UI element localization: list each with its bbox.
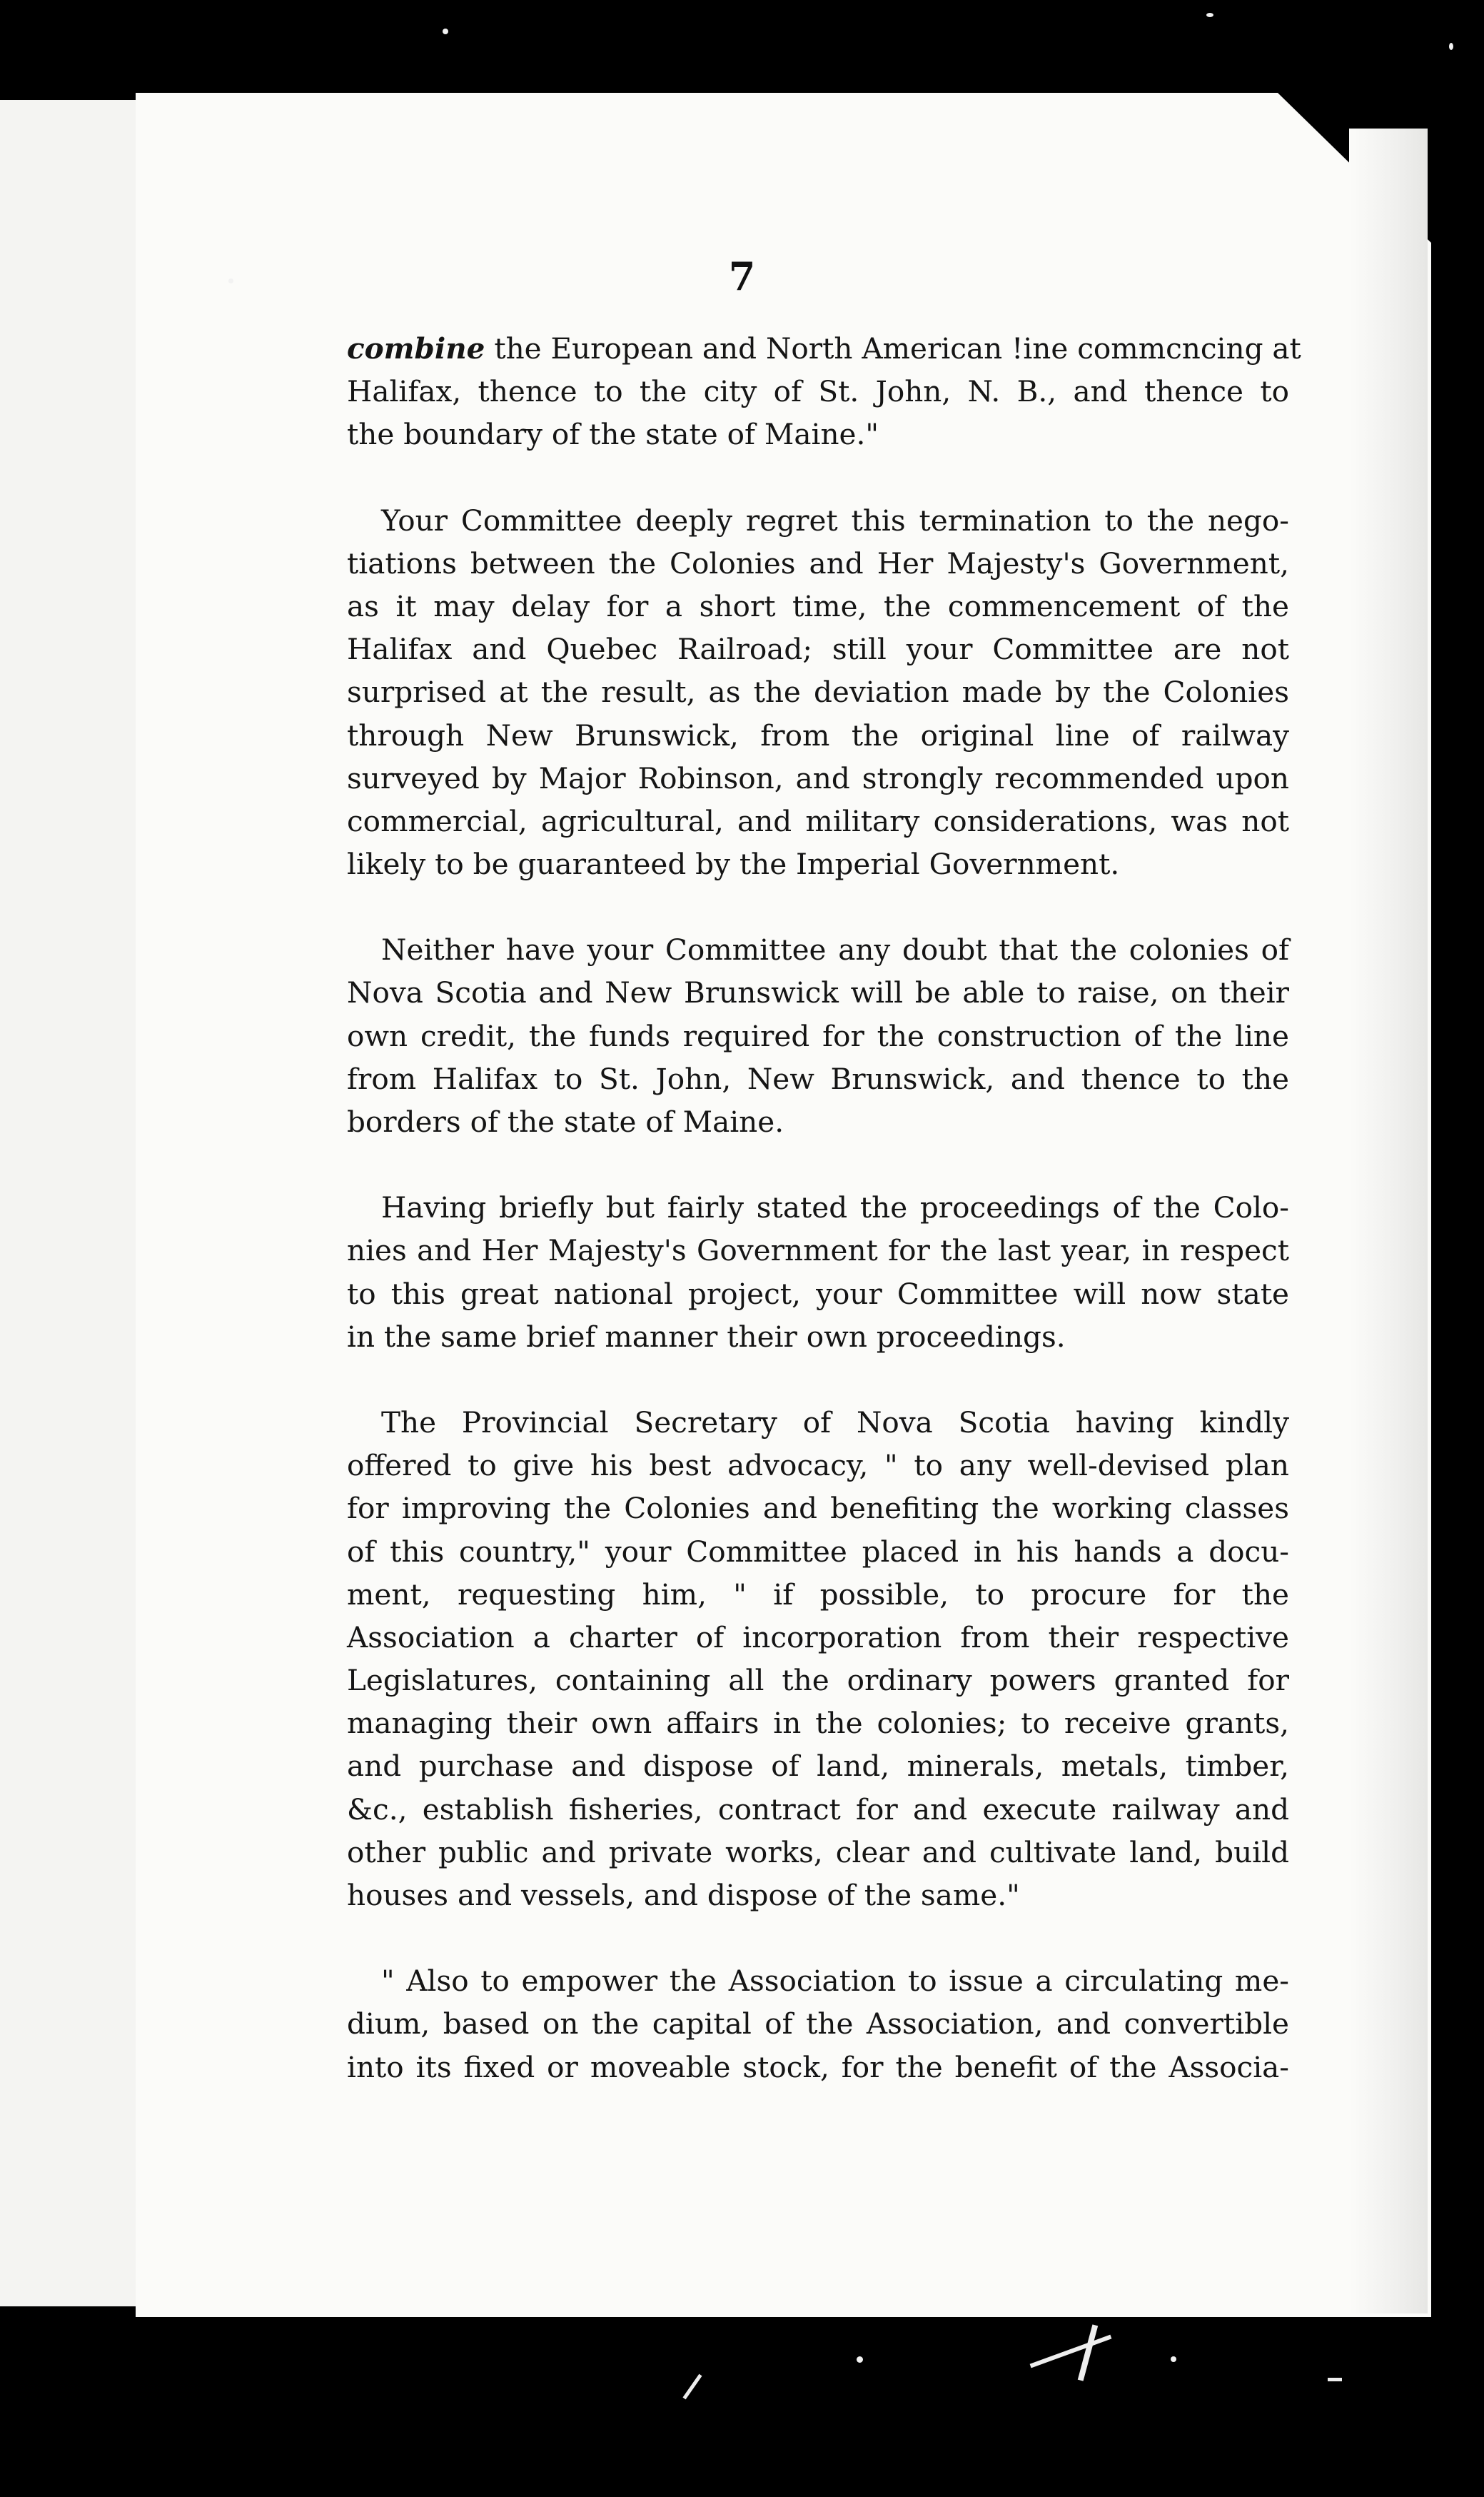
text-line — [347, 1616, 1289, 1659]
scan-speck — [1449, 43, 1453, 50]
body-text — [347, 327, 1301, 2089]
line-text: offered to give his best advocacy, " to any well-devised plan — [347, 1448, 1289, 1483]
line-text: as it may delay for a short time, the commencement of the — [347, 588, 1289, 623]
line-text: The Provincial Secretary of Nova Scotia having kindly — [381, 1405, 1289, 1440]
scan-mark — [1078, 2324, 1098, 2381]
text-line — [347, 714, 1289, 757]
scan-speck — [857, 2356, 863, 2363]
text-line — [347, 928, 1289, 971]
line-text: ment, requesting him, " if possible, to procure for the — [347, 1577, 1289, 1612]
text-line — [347, 542, 1289, 585]
text-line — [347, 327, 1301, 370]
line-text: &c., establish fisheries, contract for and execute railway and — [347, 1792, 1289, 1827]
text-line — [347, 1573, 1289, 1616]
italic-word: combine — [347, 331, 485, 366]
line-text: the boundary of the state of Maine." — [347, 417, 879, 452]
line-text: dium, based on the capital of the Association, and convertible — [347, 2006, 1289, 2041]
line-text: the European and North American !ine commcncing at — [485, 331, 1301, 366]
line-text: Halifax and Quebec Railroad; still your Committee are not — [347, 632, 1289, 667]
text-line — [347, 971, 1289, 1014]
line-text: of this country," your Committee placed in his hands a docu- — [347, 1534, 1289, 1569]
line-text: from Halifax to St. John, New Brunswick, and thence to the — [347, 1061, 1289, 1096]
scan-speck — [1206, 13, 1213, 17]
line-text: borders of the state of Maine. — [347, 1105, 784, 1139]
text-line — [347, 1015, 1289, 1057]
text-line — [347, 413, 1289, 456]
scan-mark — [1030, 2335, 1112, 2368]
scan-speck — [1171, 2356, 1176, 2362]
line-text: Nova Scotia and New Brunswick will be able to raise, on their — [347, 975, 1289, 1010]
line-text: own credit, the funds required for the construction of the line — [347, 1018, 1289, 1053]
page-edge-shadow — [1349, 129, 1428, 2313]
text-line — [347, 1444, 1289, 1487]
text-line — [347, 1272, 1289, 1315]
paragraph-gap — [347, 1358, 1289, 1401]
line-text: Your Committee deeply regret this termination to the nego- — [381, 503, 1289, 538]
text-line — [347, 1057, 1289, 1100]
paragraph-gap — [347, 1916, 1289, 1959]
paragraph-gap — [347, 885, 1289, 928]
line-text: managing their own affairs in the colonies; to receive grants, — [347, 1706, 1289, 1741]
line-text: for improving the Colonies and benefiting the working classes — [347, 1491, 1289, 1526]
text-line — [347, 1401, 1289, 1444]
text-line — [347, 670, 1289, 713]
text-line — [347, 1959, 1289, 2002]
line-text: commercial, agricultural, and military considerations, was not — [347, 803, 1289, 838]
paragraph-gap — [347, 456, 1289, 499]
line-text: surprised at the result, as the deviation made by the Colonies — [347, 675, 1289, 710]
text-line — [347, 2046, 1289, 2089]
line-text: and purchase and dispose of land, minerals, metals, timber, — [347, 1749, 1289, 1784]
text-line — [347, 1186, 1289, 1229]
line-text: into its fixed or moveable stock, for the benefit of the Associa- — [347, 2049, 1289, 2084]
text-line — [347, 1229, 1289, 1272]
line-text: houses and vessels, and dispose of the same." — [347, 1878, 1020, 1912]
text-line — [347, 628, 1289, 670]
line-text: surveyed by Major Robinson, and strongly recommended upon — [347, 760, 1289, 795]
line-text: " Also to empower the Association to issue a circulating me- — [381, 1964, 1289, 1999]
line-text: to this great national project, your Committee will now state — [347, 1276, 1289, 1311]
line-text: through New Brunswick, from the original line of railway — [347, 718, 1289, 753]
text-line — [347, 843, 1289, 885]
text-line — [347, 1788, 1289, 1831]
text-line — [347, 1702, 1289, 1744]
text-line — [347, 1530, 1289, 1573]
line-text: other public and private works, clear and cultivate land, build — [347, 1834, 1289, 1869]
scan-mark — [1328, 2378, 1342, 2381]
text-line — [347, 1315, 1289, 1358]
scan-speck — [228, 278, 233, 283]
line-text: Having briefly but fairly stated the proceedings of the Colo- — [381, 1190, 1289, 1225]
page-number: 7 — [728, 253, 756, 299]
text-line — [347, 2002, 1289, 2045]
text-line — [347, 1744, 1289, 1787]
text-line — [347, 1487, 1289, 1529]
line-text: nies and Her Majesty's Government for the last year, in respect — [347, 1233, 1289, 1268]
text-line — [347, 585, 1289, 628]
line-text: in the same brief manner their own proceedings. — [347, 1319, 1066, 1354]
text-line — [347, 1831, 1289, 1874]
line-text: likely to be guaranteed by the Imperial Government. — [347, 847, 1120, 882]
line-text: Neither have your Committee any doubt that the colonies of — [381, 933, 1289, 968]
paragraph-gap — [347, 1143, 1289, 1186]
text-line — [347, 757, 1289, 800]
line-text: tiations between the Colonies and Her Majesty's Government, — [347, 546, 1289, 581]
scan-speck — [443, 29, 448, 34]
text-line — [347, 370, 1289, 413]
text-line — [347, 499, 1289, 542]
line-text: Association a charter of incorporation from their respective — [347, 1619, 1289, 1654]
line-text: Legislatures, containing all the ordinary powers granted for — [347, 1663, 1289, 1698]
text-line — [347, 1874, 1289, 1916]
text-line — [347, 800, 1289, 843]
scan-mark — [682, 2374, 702, 2400]
text-line — [347, 1100, 1289, 1143]
line-text: Halifax, thence to the city of St. John, N. B., and thence to — [347, 374, 1289, 409]
text-line — [347, 1659, 1289, 1702]
